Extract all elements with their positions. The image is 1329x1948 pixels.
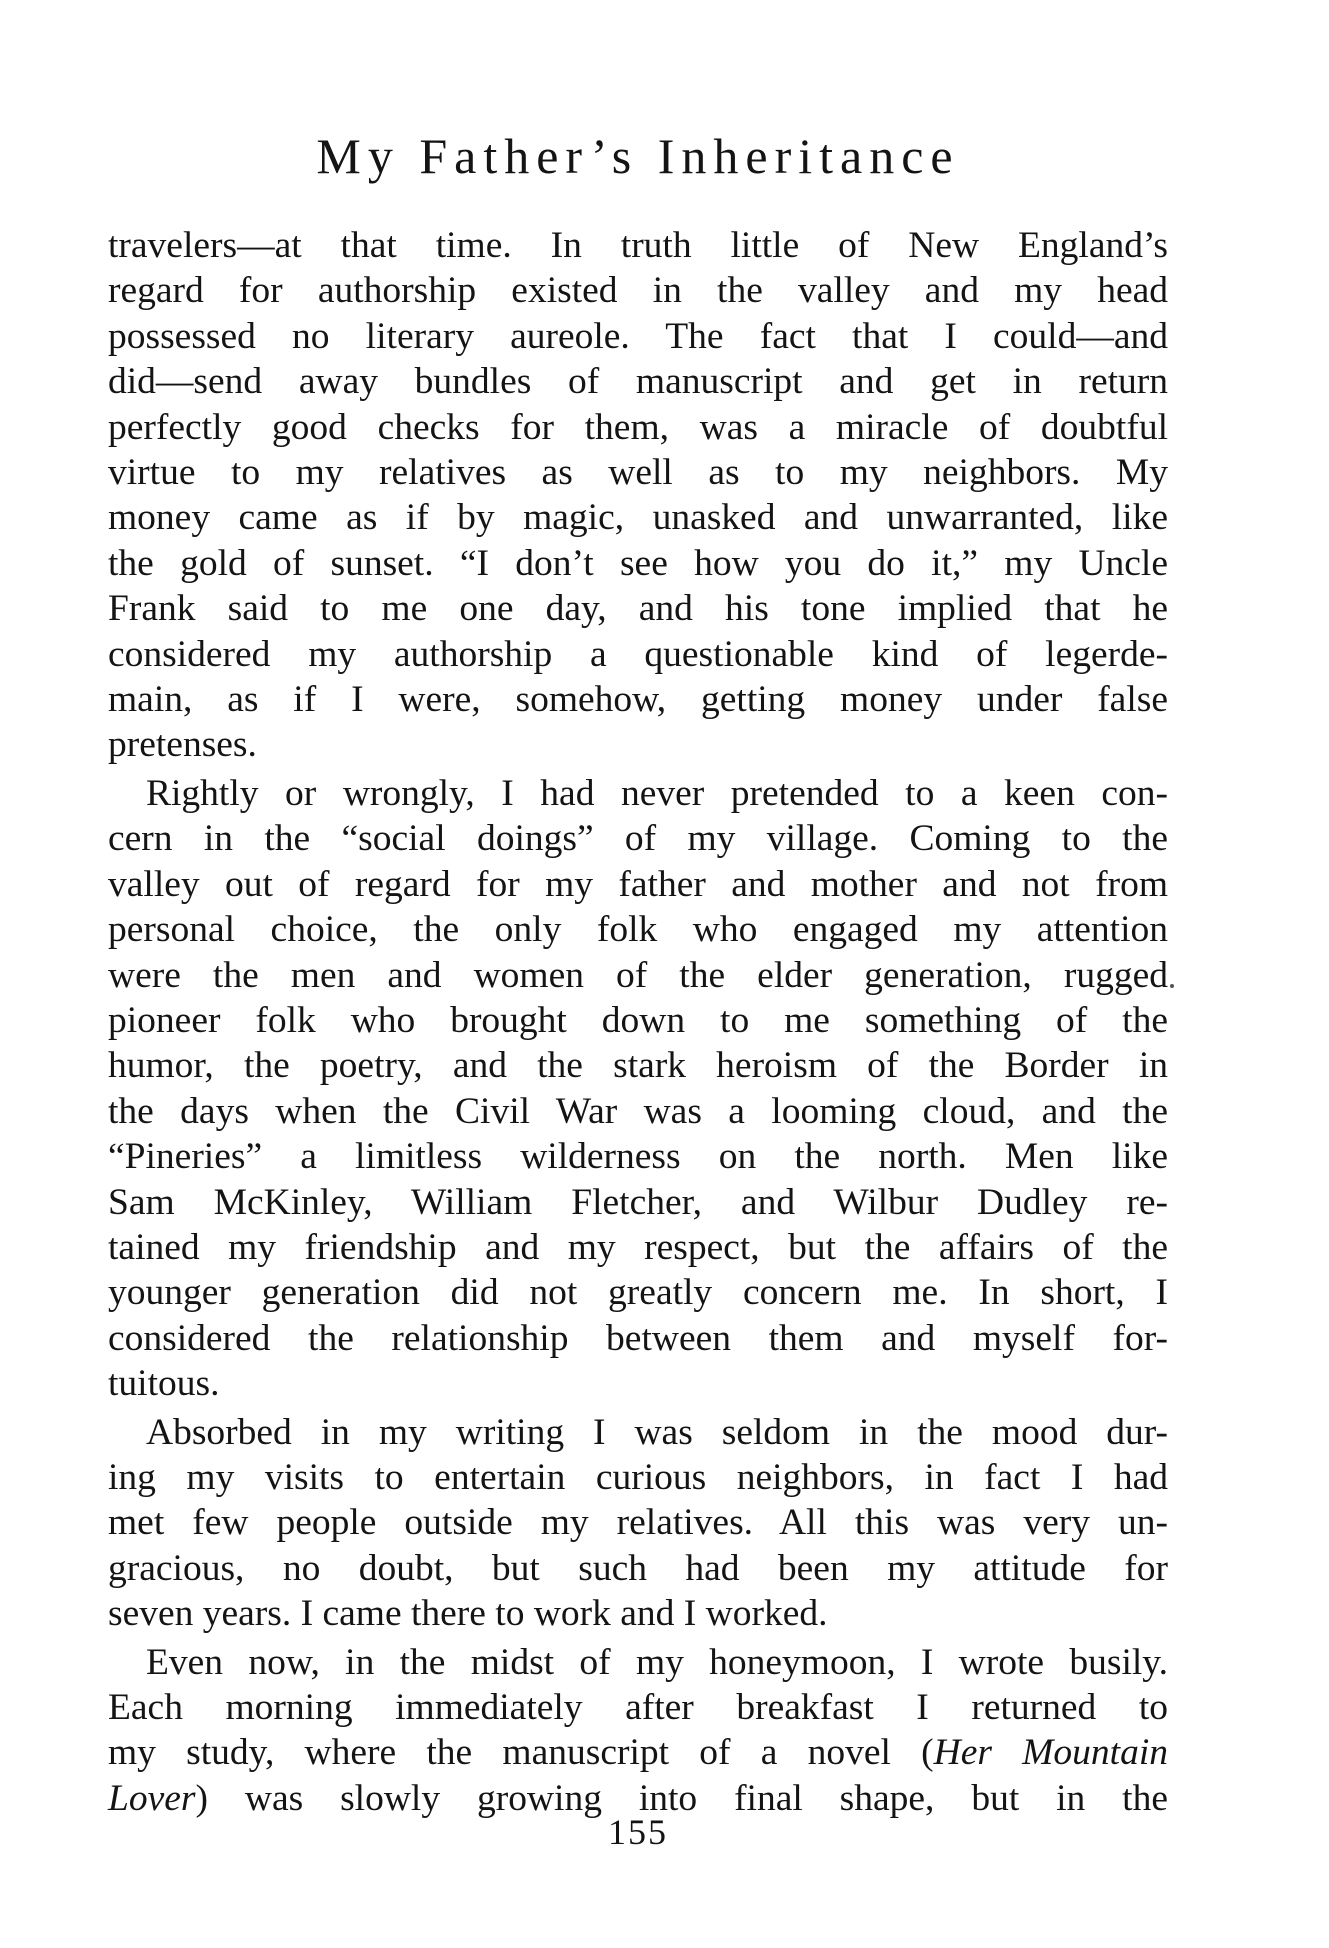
text-line: Even now, in the midst of my honeymoon, I wrote busily. — [146, 1641, 1168, 1683]
text-line: considered the relationship between them and myself for- — [108, 1317, 1168, 1359]
text-line: “Pineries” a limitless wilderness on the north. Men like — [108, 1136, 1168, 1178]
text-line: Frank said to me one day, and his tone implied that he — [108, 588, 1168, 630]
text-line: main, as if I were, somehow, getting money under false — [108, 679, 1168, 721]
text-line: travelers—at that time. In truth little of New England’s — [108, 225, 1168, 266]
text-line: virtue to my relatives as well as to my neighbors. My — [108, 452, 1168, 494]
text-line: pretenses. — [108, 724, 257, 766]
text-line: the days when the Civil War was a looming cloud, and the — [108, 1090, 1168, 1132]
text-line: Each morning immediately after breakfast I returned to — [108, 1687, 1168, 1728]
text-line: younger generation did not greatly concern me. In short, I — [108, 1272, 1168, 1314]
text-line: considered my authorship a questionable kind of legerde- — [108, 633, 1168, 675]
print-speck-decoration — [1170, 984, 1174, 988]
text-line: Absorbed in my writing I was seldom in the mood dur- — [146, 1411, 1168, 1453]
paragraph-1 — [108, 223, 1168, 768]
text-line: were the men and women of the elder generation, rugged — [108, 954, 1168, 996]
text-line: perfectly good checks for them, was a miracle of doubtful — [108, 406, 1168, 448]
text-line: humor, the poetry, and the stark heroism of the Border in — [108, 1045, 1168, 1087]
text-line: pioneer folk who brought down to me something of the — [108, 999, 1168, 1041]
paragraph-2 — [108, 771, 1168, 1407]
text-line: tuitous. — [108, 1363, 220, 1405]
book-title-italic: Her Mountain — [933, 1732, 1168, 1774]
text-line: did—send away bundles of manuscript and get in return — [108, 361, 1168, 403]
text-line: gracious, no doubt, but such had been my attitude for — [108, 1547, 1168, 1589]
text-line: ing my visits to entertain curious neighbors, in fact I had — [108, 1456, 1168, 1498]
text-line: regard for authorship existed in the valley and my head — [108, 270, 1168, 312]
text-line: cern in the “social doings” of my village. Coming to the — [108, 818, 1168, 860]
text-line: tained my friendship and my respect, but the affairs of the — [108, 1226, 1168, 1268]
running-title: My Father’s Inheritance — [316, 128, 960, 184]
text-line — [108, 1730, 1168, 1775]
text-line: valley out of regard for my father and mother and not from — [108, 863, 1168, 905]
book-title-italic: Lover — [108, 1777, 196, 1819]
paragraph-3 — [108, 1410, 1168, 1637]
text-line: the gold of sunset. “I don’t see how you do it,” my Uncle — [108, 542, 1168, 584]
text-line: seven years. I came there to work and I worked. — [108, 1593, 828, 1635]
text-run: my study, where the manuscript of a novel ( — [108, 1732, 934, 1774]
page-number: 155 — [608, 1812, 668, 1852]
text-line: possessed no literary aureole. The fact that I could—and — [108, 315, 1168, 357]
text-line: Rightly or wrongly, I had never pretended to a keen con- — [146, 772, 1168, 814]
paragraph-4 — [108, 1640, 1168, 1822]
text-line: met few people outside my relatives. All this was very un- — [108, 1502, 1168, 1544]
body-text — [108, 223, 1168, 1821]
text-line: Sam McKinley, William Fletcher, and Wilbur Dudley re- — [108, 1181, 1168, 1223]
text-line: personal choice, the only folk who engaged my attention — [108, 909, 1168, 951]
text-line: money came as if by magic, unasked and unwarranted, like — [108, 497, 1168, 539]
text-run: ) was slowly growing into final shape, but in the — [195, 1777, 1168, 1819]
